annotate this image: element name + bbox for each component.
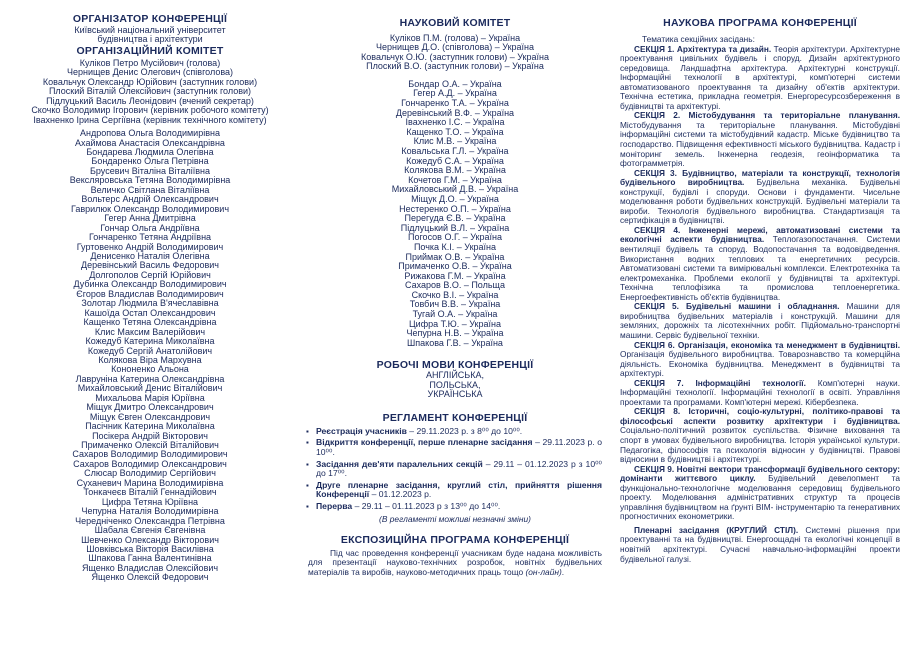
schedule-item [316, 502, 602, 512]
org-committee-member: Посікера Андрій Вікторович [92, 430, 208, 441]
languages-list [304, 371, 606, 399]
org-committee-member: Чередніченко Олександра Петрівна [75, 515, 225, 526]
org-committee-member: Величко Світлана Віталіївна [90, 184, 210, 195]
science-committee-member: Гегер А.Д. – Україна [413, 88, 497, 99]
org-committee-member: Вольтерс Андрій Олександрович [81, 194, 219, 205]
program-section-title: СЕКЦІЯ 4. Інженерні мережі, автоматизовані системи та екологічні аспекти будівництва. [620, 224, 900, 245]
org-committee-member: Кожедуб Сергій Анатолійович [87, 345, 213, 356]
org-committee-member: Михайловський Денис Віталійович [77, 383, 223, 394]
science-committee-members [304, 80, 606, 349]
org-committee-member: Михальова Марія Юріївна [95, 392, 205, 403]
org-committee-leader: Скочко Володимир Ігорович (керівник робочого комітету) [31, 105, 269, 116]
org-committee-member: Гончаренко Тетяна Андріївна [88, 232, 212, 243]
organizer-name [0, 26, 300, 45]
science-committee-member: Погосов О.Г. – Україна [408, 232, 502, 243]
schedule-item-label: Відкриття конференції, перше пленарне засідання [316, 437, 533, 448]
schedule-item [316, 481, 602, 500]
org-committee-leader: Ковальчук Олександр Юрійович (заступник голови) [42, 76, 258, 87]
org-committee-member: Денисенко Наталія Олегівна [90, 250, 210, 261]
science-column [304, 0, 606, 646]
science-committee-member: Примаченко О.В. – Україна [398, 261, 512, 272]
org-committee-member: Гончар Ольга Андріївна [100, 222, 200, 233]
org-committee-member: Сахаров Володимир Володимирович [72, 449, 228, 460]
organizers-column [0, 0, 300, 646]
org-committee-member: Цифра Тетяна Юріївна [101, 496, 199, 507]
topics-label: Тематика секційних засідань: [642, 34, 755, 44]
program-section-text: Будівельний девелопмент та функціонально-технологічне моделювання середовищ будівельного проекту. Моделювання адміністративних структур та процесів управління будівництвом на ґрунті BIM- інструментарію та генеративних прогностичних економетрики. [620, 473, 900, 522]
schedule-item [316, 460, 602, 479]
org-committee-member: Шпакова Ганна Валентинівна [88, 553, 212, 564]
program-section [620, 341, 900, 379]
program-section-text: Комп'ютерні науки. Інформаційні технології. Інформаційні технології в освіті. Управління проектами та програмами. Комп'ютерні мережі. Кібербезпека. [620, 377, 900, 407]
org-committee-member: Долгополов Сергій Юрійович [89, 269, 211, 280]
org-committee-member: Тонкачеєв Віталій Геннадійович [83, 487, 217, 498]
organizer-heading: ОРГАНІЗАТОР КОНФЕРЕНЦІЇ [72, 13, 228, 25]
program-section-title: Пленарні засідання (КРУГЛИЙ СТІЛ). [634, 524, 799, 535]
program-section-title: СЕКЦІЯ 2. Містобудування та територіальне планування. [634, 110, 900, 121]
schedule-item-label: Засідання дев'яти паралельних секцій [316, 458, 483, 469]
science-committee-member: Тугай О.А. – Україна [412, 309, 498, 320]
org-committee-leaders [0, 59, 300, 125]
org-committee-member: Вексляровська Тетяна Володимирівна [69, 175, 231, 186]
science-committee-heading: НАУКОВИЙ КОМІТЕТ [399, 17, 511, 29]
program-section [620, 111, 900, 168]
org-committee-member: Кожедуб Катерина Миколаївна [85, 336, 215, 347]
science-committee-member: Шпакова Г.В. – Україна [407, 337, 503, 348]
program-section-title: СЕКЦІЯ 1. Архітектура та дизайн. [634, 43, 772, 54]
schedule-heading: РЕГЛАМЕНТ КОНФЕРЕНЦІЇ [382, 411, 528, 424]
program-section [620, 226, 900, 302]
science-committee-member: Кащенко Т.О. – Україна [406, 126, 504, 137]
science-committee-leader: Чернищев Д.О. (співголова) – Україна [375, 42, 535, 53]
science-committee-member: Клис М.В. – Україна [413, 136, 497, 147]
org-committee-member: Бондарева Людмила Олегівна [86, 146, 214, 157]
science-committee-member: Перегуда Є.В. – Україна [404, 213, 506, 224]
schedule-item-label: Друге пленарне засідання, круглий стіл, прийняття рішення Конференції [316, 479, 602, 500]
science-committee-member: Івахненко І.С. – Україна [405, 117, 505, 128]
program-section-text: Соціально-політичний розвиток суспільства. Фізичне виховання та спорт в умовах будівельного виробництва. Історія української культури. Педагогіка, філософія та психологія відносин у будівництві. Правові відносини в будівництві і архітектурі. [620, 425, 900, 465]
exposition-heading: ЕКСПОЗИЦІЙНА ПРОГРАМА КОНФЕРЕНЦІЇ [340, 533, 570, 546]
org-committee-leader: Куліков Петро Мусійович (голова) [79, 57, 221, 68]
program-section-title: СЕКЦІЯ 8. Історичні, соціо-культурні, політико-правові та філософські аспекти розвитку архітектури і будівництва. [620, 406, 900, 426]
org-committee-member: Гегер Анна Дмитрівна [104, 213, 196, 224]
program-heading: НАУКОВА ПРОГРАМА КОНФЕРЕНЦІЇ [663, 17, 857, 29]
org-committee-member: Деревінський Василь Федорович [81, 260, 219, 271]
science-committee-member: Почка К.І. – Україна [413, 241, 497, 252]
program-section [620, 526, 900, 564]
org-committee-member: Дубинка Олександр Володимирович [73, 279, 227, 290]
org-committee-member: Кашоїда Остап Олександрович [84, 307, 216, 318]
program-section-title: СЕКЦІЯ 3. Будівництво, матеріали та конструкції, технологія будівельного виробництва. [620, 167, 900, 188]
language-item: АНГЛІЙСЬКА, [426, 370, 484, 381]
science-committee-member: Скочко В.І. – Україна [411, 289, 499, 300]
org-committee-member: Андропова Ольга Володимирівна [80, 128, 220, 139]
program-section-text: Теорія архітектури. Архітектурне проектування цивільних будівель і споруд. Дизайн архітектурного середовища. Ландшафтна архітектура. Архітектурні конструкції. Інформаційні технології в архітектурі, комп'ютерні системи автоматизованого проектування та дизайну об'єктів архітектури. Технічна естетика, прикладна геометрія. Енергоресурсозбереження в будівництві та архітектурі. [620, 43, 900, 111]
science-committee-member: Михайловський Д.В. – Україна [391, 184, 519, 195]
science-committee-member: Нестеренко О.П. – Україна [399, 203, 511, 214]
schedule-item-label: Реєстрація учасників [316, 425, 407, 436]
program-section-text: Містобудування та територіальне планування. Містобудівні інформаційні системи та містобудівний кадастр. Міське будівництво та господарство. Підвищення ефективності міського будівництва. Кадастр і моніторинг земель. Інженерна геодезія, геоінформатика та фотограмметрія. [620, 119, 900, 169]
org-committee-member: Золотар Людмила В'ячеславівна [81, 298, 219, 309]
exposition-online: (он-лайн) [525, 567, 562, 578]
program-section-title: СЕКЦІЯ 5. Будівельні машини і обладнання. [634, 301, 840, 312]
org-committee-member: Клис Максим Валерійович [94, 326, 206, 337]
program-section [620, 465, 900, 522]
org-committee-member: Єгоров Владислав Володимирович [76, 288, 224, 299]
schedule-item-time: – 01.12.2023 р. [369, 489, 432, 500]
sections-list [620, 45, 900, 565]
schedule-note: (В регламенті можливі незначні зміни) [379, 513, 531, 524]
program-section-text: Системні рішення при проектуванні та на будівництві. Енергоощадні та екологічні концепції в новітній архітектурі. Сучасні навчально-інформаційні проекти будівельної галузі. [620, 524, 900, 564]
program-section [620, 169, 900, 226]
org-committee-member: Чепурна Наталія Володимирівна [81, 506, 219, 517]
org-committee-member: Колякова Віра Мархувна [98, 354, 202, 365]
science-committee-member: Кожедуб С.А. – Україна [406, 155, 504, 166]
org-committee-member: Кононенко Альона [111, 364, 189, 375]
schedule-item [316, 438, 602, 457]
org-committee-leader: Підлуцький Василь Леонідович (вчений секретар) [46, 95, 254, 106]
program-section [620, 302, 900, 340]
org-committee-leader: Чернищев Денис Олегович (співголова) [66, 67, 234, 78]
program-section-title: СЕКЦІЯ 9. Новітні вектори трансформації будівельного сектору: домінанти життєвого циклу. [620, 463, 900, 484]
schedule-item-time: – 29.11 – 01.12.2023 р з 10⁰⁰ до 17⁰⁰. [316, 458, 602, 479]
program-section-text: Будівельна механіка. Будівельні конструкції, будівлі і споруди. Основи і фундаменти. Чисельне моделювання роботи будівельних конструкцій. Будівельні матеріали та вироби. Технологія будівельного виробництва. Стандартизація та сертифікація в будівництві. [620, 177, 900, 226]
org-committee-member: Пасічник Катерина Миколаївна [85, 421, 215, 432]
exposition-end: . [561, 567, 565, 578]
science-committee-leader: Куліков П.М. (голова) – Україна [389, 33, 521, 43]
schedule-item-time: – 29.11 – 01.11.2023 р з 13⁰⁰ до 14⁰⁰. [352, 500, 501, 511]
schedule-item-time: – 29.11.2023 р. о 10⁰⁰. [316, 437, 602, 457]
exposition-body: Під час проведення конференції учасникам буде надана можливість для презентації науково-технічних розробок, новітніх будівельних матеріалів та виробів, науково-методичних праць тощо [308, 547, 602, 578]
organizer-line: будівництва і архітектури [97, 34, 203, 45]
org-committee-member: Гуртовенко Андрій Володимирович [76, 241, 224, 252]
science-committee-leaders [304, 34, 606, 72]
science-committee-member: Бондар О.А. – Україна [408, 78, 502, 89]
schedule-item-label: Перерва [316, 500, 353, 511]
org-committee-member: Шовківська Вікторія Василівна [86, 544, 214, 555]
program-section-title: СЕКЦІЯ 7. Інформаційні технології. [634, 377, 806, 388]
science-committee-member: Кочетов Г.М. – Україна [408, 174, 502, 185]
schedule-item-time: – 29.11.2023 р. з 8⁰⁰ до 10⁰⁰. [406, 425, 523, 436]
science-committee-member: Підлуцький В.Л. – Україна [400, 222, 510, 233]
org-committee-members [0, 129, 300, 583]
science-committee-member: Товбич В.В. – Україна [409, 299, 501, 310]
science-committee-leader: Плоский В.О. (заступник голови) – Україна [366, 61, 544, 72]
org-committee-member: Сахаров Володимир Олександрович [73, 458, 227, 469]
science-committee-member: Рижакова Г.М. – Україна [404, 270, 506, 281]
org-committee-leader: Івахненко Ірина Сергіївна (керівник технічного комітету) [33, 114, 267, 125]
org-committee-member: Бондаренко Ольга Петрівна [91, 156, 209, 167]
program-section [620, 407, 900, 464]
science-committee-member: Сахаров В.О. – Польща [405, 280, 505, 291]
science-committee-member: Чепурна Н.В. – Україна [406, 328, 504, 339]
program-section-title: СЕКЦІЯ 6. Організація, економіка та менеджмент в будівництві. [634, 339, 900, 350]
program-column [620, 0, 900, 646]
org-committee-member: Шабала Євгенія Євгенівна [94, 525, 206, 536]
org-committee-member: Шевченко Олександр Вікторович [81, 534, 219, 545]
program-section [620, 45, 900, 112]
science-committee-member: Гончаренко Т.А. – Україна [401, 98, 509, 108]
language-item: ПОЛЬСЬКА, [429, 379, 481, 390]
program-section-text: Машини для виробництва будівельних матеріалів і конструкцій. Машини для земляних, дорожніх та лісотехнічних робіт. Підйомально-транспортні машини. Сервіс будівельної техніки. [620, 301, 900, 340]
program-section-text: Організація будівельного виробництва. Товарознавство та комерційна діяльність. Економіка будівництва. Менеджмент в будівництві та архітектурі. [620, 349, 900, 379]
science-committee-member: Цифра Т.Ю. – Україна [409, 318, 501, 329]
org-committee-member: Слюсар Володимир Сергійович [84, 468, 216, 479]
science-committee-member: Деревінський В.Ф. – Україна [395, 107, 515, 118]
schedule-item [316, 427, 602, 437]
org-committee-member: Лавруніна Катерина Олександрівна [75, 373, 225, 384]
program-section [620, 379, 900, 408]
program-section-text: Теплогазопостачання. Системи вентиляції будівель та споруд. Водопостачання та водовідведення. Використання водних теплових та енергетичних ресурсів. Автоматизовані системи та вимірювальні комплекси. Електротехніка та електромеханіка. Проблеми екології у будівництві та архітектурі. Технічна теплофізика та промислова теплоенергетика. Енергоефективність об'єктів будівництва. [620, 234, 900, 302]
science-committee-member: Колякова В.М. – Україна [404, 165, 506, 176]
org-committee-member: Ахаймова Анастасія Олександрівна [75, 137, 225, 148]
org-committee-member: Міщук Дмитро Олександрович [86, 402, 214, 413]
exposition-text [308, 549, 602, 578]
language-item: УКРАЇНСЬКА [427, 389, 483, 400]
org-committee-member: Кащенко Тетяна Олександрівна [83, 317, 217, 328]
org-committee-heading: ОРГАНІЗАЦІЙНИЙ КОМІТЕТ [76, 44, 224, 57]
org-committee-member: Гаврилюк Олександр Володимирович [70, 203, 230, 214]
science-committee-member: Ковальська Г.Л. – Україна [401, 145, 509, 156]
org-committee-leader: Плоский Віталій Олексійович (заступник голови) [48, 86, 252, 97]
org-committee-member: Примаченко Олексій Віталійович [81, 440, 219, 451]
org-committee-member: Ященко Владислав Олексійович [81, 562, 219, 573]
org-committee-member: Ященко Олексій Федорович [91, 572, 209, 583]
science-committee-member: Приймак О.В. – Україна [405, 251, 505, 262]
org-committee-member: Брусевич Віталіна Віталіївна [89, 165, 210, 176]
science-committee-leader: Ковальчук О.Ю. (заступник голови) – Україна [361, 51, 549, 62]
languages-heading: РОБОЧІ МОВИ КОНФЕРЕНЦІЇ [376, 359, 534, 372]
science-committee-member: Міщук Д.О. – Україна [411, 193, 499, 204]
schedule-list [304, 427, 606, 512]
organizer-line: Київський національний університет [74, 25, 226, 35]
org-committee-member: Міщук Євген Олександрович [89, 411, 211, 422]
org-committee-member: Суханевич Марина Володимирівна [76, 477, 224, 488]
